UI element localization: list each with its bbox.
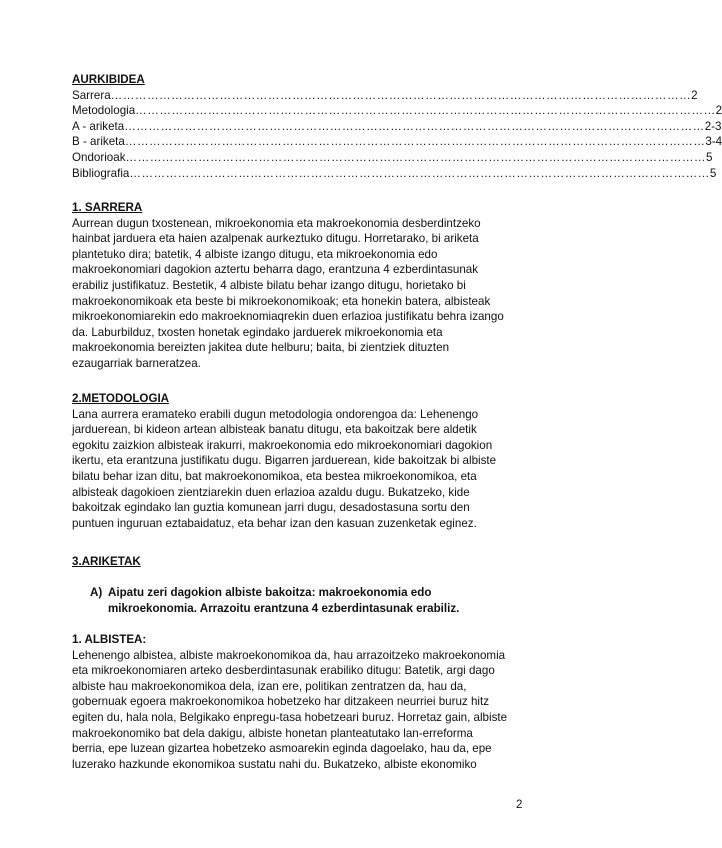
toc-entry-page: 2: [691, 88, 698, 102]
toc-entry: [72, 166, 717, 182]
exercise-a-letter: A): [90, 586, 103, 599]
toc-entry-label: Bibliografia: [72, 166, 130, 180]
metodologia-paragraph: [72, 407, 528, 532]
paragraph-line: gobernuak egoera makroekonomikoa hobetzeko har ditzakeen neurriei buruz hitz: [72, 695, 489, 709]
paragraph-line: ezaugarriak barneratzea.: [72, 356, 201, 370]
section-albistea-1: [72, 632, 528, 772]
toc-entry: [72, 134, 722, 150]
toc-entry-page: 3-4: [705, 135, 722, 149]
toc-leader: ………………………………………………………………………………………………………………………………: [125, 150, 706, 164]
paragraph-line: ikertu, eta erantzuna justifikatu dugu. Bigarren jarduerean, kide bakoitzak bi albiste: [72, 454, 497, 468]
section-heading-sarrera: 1. SARRERA: [72, 201, 143, 214]
paragraph-line: egokitu zaizkion albisteak irakurri, makroekonomia edo mikroekonomiari dagokion: [72, 438, 493, 452]
paragraph-line: luzerako hazkunde ekonomikoa sustatu nahi du. Bukatzeko, albiste ekonomiko: [72, 757, 477, 771]
paragraph-line: berria, epe luzean gizartea hobetzeko asmoarekin egindа dagoelako, hau da, epe: [72, 742, 492, 756]
paragraph-line: bilatu behar izan ditu, bat makroekonomikoa, eta bestea mikroekonomikoa, eta: [72, 469, 477, 483]
toc-leader: ………………………………………………………………………………………………………………………………: [110, 88, 692, 102]
toc-entry-label: Sarrera: [72, 88, 111, 102]
paragraph-line: makroekonomiko bat dela dakigu, albiste honetan planteatutako lan-erreforma: [72, 726, 473, 740]
section-ariketak: [72, 554, 528, 570]
paragraph-line: eta mikroekonomiaren arteko desberdintasunak erabiliko ditugu: Batetik, argi dago: [72, 664, 495, 678]
paragraph-line: mikroekonomiarekin edo makroeknomiaqrekin duen erlazioa justifikatu behra izango: [72, 310, 504, 324]
paragraph-line: Aurrean dugun txostenean, mikroekonomia eta makroekonomia desberdintzeko: [72, 216, 481, 230]
toc-entry-page: 2-3: [704, 119, 722, 133]
toc-entry-label: A - ariketa: [72, 119, 125, 133]
paragraph-line: makroekonomiari dagokion aztertu beharra dago, erantzuna 4 ezberdintasunak: [72, 263, 479, 277]
albistea-1-paragraph: [72, 648, 528, 773]
paragraph-line: jarduerean, bi kideon artean albisteak banatu ditugu, eta bakoitzak bere aldetik: [72, 423, 477, 437]
toc-leader: ………………………………………………………………………………………………………………………………: [135, 104, 716, 118]
paragraph-line: makroekonomia bereizten jakitea dute helburu; baita, bi zientziek dituzten: [72, 341, 450, 355]
toc-entry-page: 5: [706, 150, 713, 164]
paragraph-line: egiten du, hala nola, Belgikako enpregu-tasa hobetzeari buruz. Horretaz gain, albiste: [72, 710, 508, 724]
paragraph-line: Lehenengo albistea, albiste makroekonomikoa da, hau arrazoitzeko makroekonomia: [72, 648, 506, 662]
section-heading-ariketak: 3.ARIKETAK: [72, 555, 141, 568]
paragraph-line: Lana aurrera eramateko erabili dugun metodologia ondorengoa da: Lehenengo: [72, 407, 479, 421]
exercise-a-line-1: Aipatu zeri dagokion albiste bakoitza: makroekonomia edo: [108, 586, 432, 599]
sarrera-paragraph: [72, 216, 528, 372]
page-number: 2: [516, 798, 523, 811]
toc-entry: [72, 150, 713, 166]
toc-entry-label: Metodologia: [72, 104, 136, 118]
albistea-1-heading: 1. ALBISTEA:: [72, 633, 147, 646]
paragraph-line: da. Laburbilduz, txosten honetak egindako jarduerek mikroekonomia eta: [72, 325, 443, 339]
paragraph-line: hainbat jarduera eta haien azalpenak aurkeztuko ditugu. Horretarako, bi ariketa: [72, 232, 479, 246]
toc-title: AURKIBIDEA: [72, 73, 145, 86]
paragraph-line: erabiliz justifikatuz. Bestetik, 4 albiste bilatu behar izango ditugu, horietako bi: [72, 278, 466, 292]
toc-leader: ………………………………………………………………………………………………………………………………: [124, 135, 706, 149]
toc-entry: [72, 88, 698, 104]
paragraph-line: bakoitzak egindako lan guztia komunean jarri dugu, desadostasuna sortu den: [72, 501, 470, 515]
toc-leader: ………………………………………………………………………………………………………………………………: [129, 166, 710, 180]
table-of-contents: [72, 72, 722, 181]
paragraph-line: albiste hau makroekonomikoa dela, izan ere, politikan zentratzen da, hau da,: [72, 679, 467, 693]
toc-entry-page: 5: [709, 166, 717, 180]
section-metodologia: [72, 391, 528, 531]
paragraph-line: puntuen inguruan eztabaidatuz, eta behar izan den kasuan zuzenketak eginez.: [72, 516, 477, 530]
toc-entry: [72, 119, 722, 135]
toc-entry-page: 2: [715, 104, 722, 118]
exercise-a-line-2: mikroekonomia. Arrazoitu erantzuna 4 ezberdintasunak erabiliz.: [108, 601, 460, 615]
section-sarrera: [72, 200, 528, 372]
paragraph-line: makroekonomikoak eta beste bi mikroekonomikoak; eta honekin batera, albisteak: [72, 294, 491, 308]
toc-entry-label: B - ariketa: [72, 135, 125, 149]
paragraph-line: plantetuko dira; batetik, 4 albiste izango ditugu, eta mikroekonomia edo: [72, 247, 438, 261]
toc-entry: [72, 103, 722, 119]
toc-leader: ………………………………………………………………………………………………………………………………: [124, 119, 705, 133]
toc-entry-label: Ondorioak: [72, 150, 126, 164]
paragraph-line: albisteak dagokioen zientziarekin duen erlazioa azaldu dugu. Bukatzeko, kide: [72, 485, 470, 499]
section-heading-metodologia: 2.METODOLOGIA: [72, 392, 170, 405]
